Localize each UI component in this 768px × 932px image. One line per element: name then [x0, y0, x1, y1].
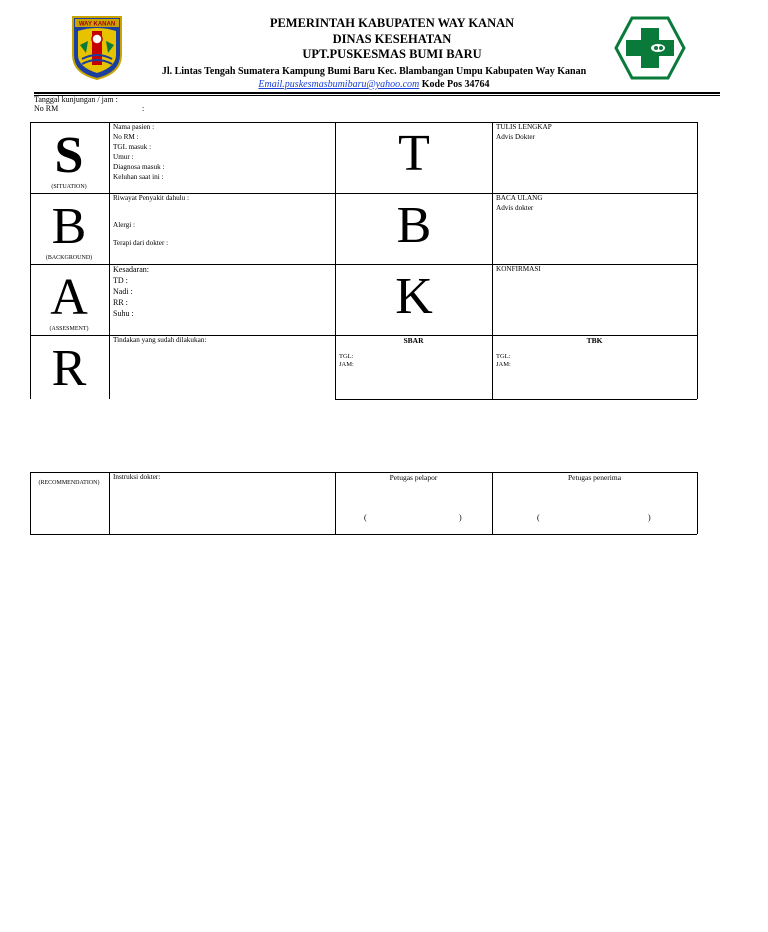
- doctor-advice-readback-label[interactable]: Advis dokter: [496, 204, 534, 212]
- reporter-signature-field[interactable]: [372, 512, 456, 524]
- background-caption: (BACKGROUND): [45, 255, 93, 261]
- letter-r: R: [51, 340, 87, 397]
- write-complete-title: TULIS LENGKAP: [496, 123, 552, 131]
- medical-history-field[interactable]: Riwayat Penyakit dahulu :: [113, 194, 190, 202]
- receiver-paren-close: ): [648, 513, 651, 522]
- respiration-rate-field[interactable]: RR :: [113, 298, 128, 307]
- actions-taken-field[interactable]: Tindakan yang sudah dilakukan:: [113, 336, 207, 344]
- doctor-instruction-field[interactable]: Instruksi dokter:: [113, 473, 161, 481]
- allergy-field[interactable]: Alergi :: [113, 221, 136, 229]
- tbk-column-title: TBK: [586, 336, 603, 345]
- email-link[interactable]: Email.puskesmasbumibaru@yahoo.com: [258, 79, 420, 90]
- tbk-time-field[interactable]: JAM:: [496, 361, 511, 368]
- temperature-field[interactable]: Suhu :: [113, 309, 134, 318]
- header-government: PEMERINTAH KABUPATEN WAY KANAN: [269, 16, 515, 30]
- letter-a: A: [50, 269, 88, 326]
- letter-s: S: [54, 127, 84, 184]
- header-address: Jl. Lintas Tengah Sumatera Kampung Bumi Baru Kec. Blambangan Umpu Kabupaten Way Kanan: [161, 66, 587, 77]
- header-puskesmas: UPT.PUSKESMAS BUMI BARU: [302, 47, 482, 61]
- admission-diagnosis-field[interactable]: Diagnosa masuk :: [113, 163, 165, 171]
- receiver-paren-open: (: [537, 513, 540, 522]
- letter-b: B: [51, 198, 87, 255]
- age-field[interactable]: Umur :: [113, 153, 134, 161]
- letter-k: K: [395, 268, 433, 325]
- visit-date-label: Tanggal kunjungan / jam :: [34, 95, 118, 104]
- consciousness-field[interactable]: Kesadaran:: [113, 265, 149, 274]
- current-complaint-field[interactable]: Keluhan saat ini :: [113, 173, 164, 181]
- postal-code: Kode Pos 34764: [421, 79, 490, 90]
- receiver-officer-label: Petugas penerima: [567, 473, 622, 482]
- rm-colon: :: [142, 104, 145, 113]
- rm-number-field[interactable]: No RM :: [113, 133, 139, 141]
- reporter-paren-open: (: [364, 513, 367, 522]
- doctor-advice-label[interactable]: Advis Dokter: [496, 133, 535, 141]
- header-rule-thick: [34, 92, 720, 94]
- header-rule-thin: [34, 95, 720, 96]
- sbar-time-field[interactable]: JAM:: [339, 361, 354, 368]
- blood-pressure-field[interactable]: TD :: [113, 276, 128, 285]
- letter-t: T: [398, 125, 430, 182]
- read-back-title: BACA ULANG: [496, 194, 543, 202]
- sbar-date-field[interactable]: TGL:: [339, 353, 354, 360]
- header-contact: [0, 79, 758, 90]
- pulse-field[interactable]: Nadi :: [113, 287, 133, 296]
- reporter-paren-close: ): [459, 513, 462, 522]
- puskesmas-logo: [614, 16, 686, 80]
- assessment-caption: (ASSESMENT): [49, 326, 89, 332]
- receiver-signature-field[interactable]: [545, 512, 645, 524]
- svg-text:WAY KANAN: WAY KANAN: [78, 21, 116, 28]
- admission-date-field[interactable]: TGL masuk :: [113, 143, 152, 151]
- letter-b-readback: B: [396, 197, 432, 254]
- recommendation-caption: (RECOMMENDATION): [38, 480, 100, 486]
- tbk-date-field[interactable]: TGL:: [496, 353, 511, 360]
- reporter-officer-label: Petugas pelapor: [389, 473, 438, 482]
- situation-caption: (SITUATION): [51, 184, 87, 190]
- header-department: DINAS KESEHATAN: [332, 32, 452, 46]
- doctor-therapy-field[interactable]: Terapi dari dokter :: [113, 239, 169, 247]
- confirmation-title: KONFIRMASI: [496, 265, 541, 273]
- sbar-column-title: SBAR: [403, 336, 424, 345]
- patient-name-field[interactable]: Nama pasien :: [113, 123, 155, 131]
- rm-label: No RM: [34, 104, 59, 113]
